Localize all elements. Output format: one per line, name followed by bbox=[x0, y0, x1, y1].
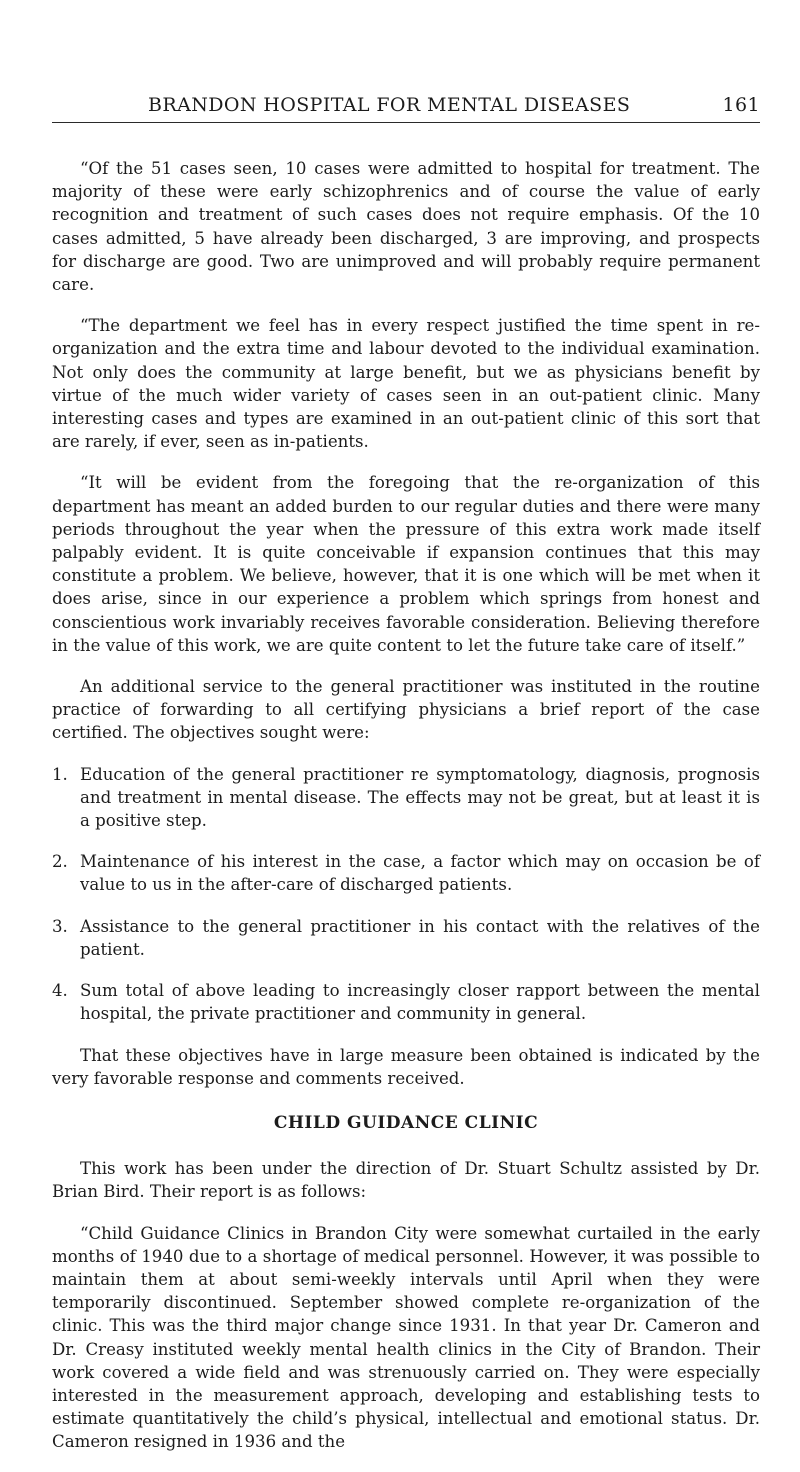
objective-item bbox=[52, 763, 760, 833]
page-number: 161 bbox=[722, 94, 760, 116]
objective-number: 1. bbox=[52, 764, 68, 784]
section-heading: CHILD GUIDANCE CLINIC bbox=[273, 1112, 539, 1133]
page bbox=[52, 92, 760, 1472]
objective-text: Maintenance of his interest in the case, a factor which may on occasion be of value to us in the after-care of discharged patients. bbox=[80, 852, 760, 895]
objective-text: Sum total of above leading to increasingly closer rapport between the mental hospital, the private practitioner and community in general. bbox=[80, 981, 760, 1024]
paragraph-direction: This work has been under the direction of Dr. Stuart Schultz assisted by Dr. Brian Bird. Their report is as follows: bbox=[52, 1159, 760, 1202]
objective-item bbox=[52, 915, 760, 961]
paragraph-child-guidance-report: “Child Guidance Clinics in Brandon City were somewhat curtailed in the early months of 1940 due to a shortage of medical personnel. However, it was possible to maintain them at about semi-weekly intervals until April when they were temporarily discontinued. September showed complete re-organization of the clinic. This was the third major change since 1931. In that year Dr. Cameron and Dr. Creasy instituted weekly mental health clinics in the City of Brandon. Their work covered a wide field and was strenuously carried on. They were especially interested in the measurement approach, developing and establishing tests to estimate quantitatively the child’s physical, intellectual and emotional status. Dr. Cameron resigned in 1936 and the bbox=[52, 1223, 760, 1452]
paragraph-added-burden: “It will be evident from the foregoing that the re-organization of this department has meant an added burden to our regular duties and there were many periods throughout the year when the pressure of this extra work made itself palpably evident. It is quite conceivable if expansion continues that this may constitute a problem. We believe, however, that it is one which will be met when it does arise, since in our experience a problem which springs from honest and conscientious work invariably receives favorable consideration. Believing therefore in the value of this work, we are quite content to let the future take care of itself.” bbox=[52, 473, 760, 655]
paragraph-objectives-obtained: That these objectives have in large measure been obtained is indicated by the very favorable response and comments received. bbox=[52, 1045, 760, 1088]
objective-number: 4. bbox=[52, 981, 68, 1001]
objective-text: Education of the general practitioner re symptomatology, diagnosis, prognosis and treatment in mental disease. The effects may not be great, but at least it is a positive step. bbox=[80, 764, 760, 831]
running-head bbox=[52, 92, 760, 123]
objective-text: Assistance to the general practitioner in his contact with the relatives of the patient. bbox=[80, 916, 760, 959]
objective-item bbox=[52, 850, 760, 896]
objective-item bbox=[52, 979, 760, 1025]
objective-number: 3. bbox=[52, 916, 68, 936]
paragraph-additional-service: An additional service to the general practitioner was instituted in the routine practice of forwarding to all certifying physicians a brief report of the case certified. The objectives sought were: bbox=[52, 677, 760, 743]
objective-number: 2. bbox=[52, 852, 68, 872]
running-title: BRANDON HOSPITAL FOR MENTAL DISEASES bbox=[148, 94, 631, 116]
paragraph-department-justified: “The department we feel has in every respect justified the time spent in re-organization and the extra time and labour devoted to the individual examination. Not only does the community at large benefit, but we as physicians benefit by virtue of the much wider variety of cases seen in an out-patient clinic. Many interesting cases and types are examined in an out-patient clinic of this sort that are rarely, if ever, seen as in-patients. bbox=[52, 316, 760, 452]
body-text bbox=[52, 157, 760, 1454]
objectives-list bbox=[52, 763, 760, 1026]
paragraph-cases-seen: “Of the 51 cases seen, 10 cases were admitted to hospital for treatment. The majority of these were early schizophrenics and of course the value of early recognition and treatment of such cases does not require emphasis. Of the 10 cases admitted, 5 have already been discharged, 3 are improving, and prospects for discharge are good. Two are unimproved and will probably require permanent care. bbox=[52, 159, 760, 295]
